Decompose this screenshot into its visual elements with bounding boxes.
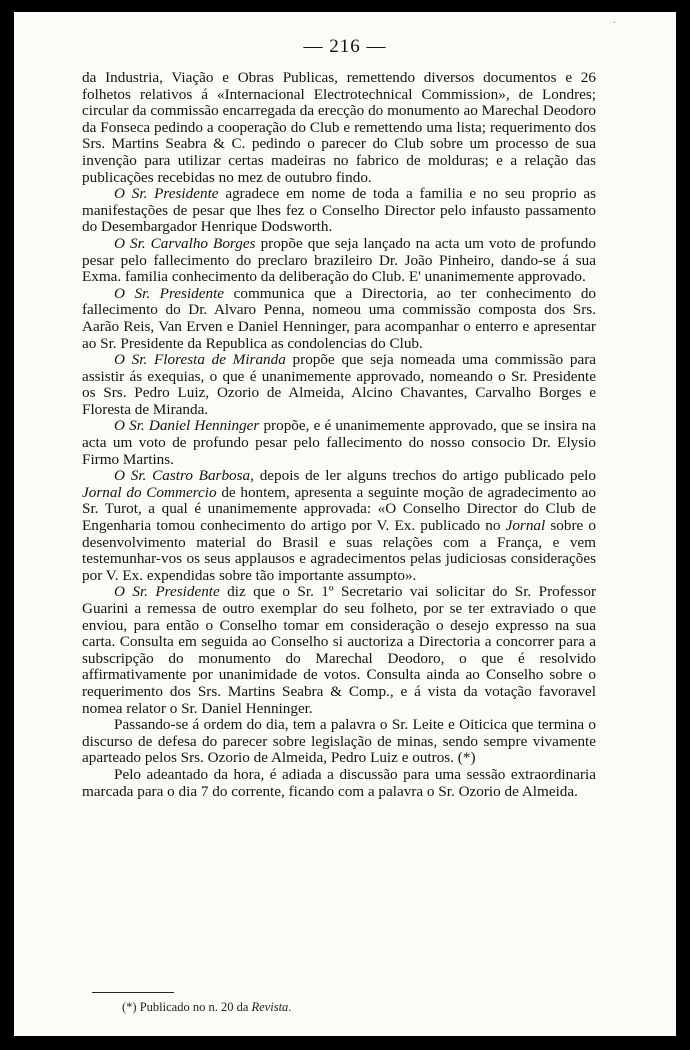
speaker-name: O Sr. Presidente bbox=[114, 284, 225, 302]
paragraph-text: propõe que seja lançado na acta um voto de profundo pesar pelo fallecimento do preclaro brazileiro Dr. João Pinheiro, dando-se á sua Exma. familia conhecimento da deliberação do Club. E' unanimemente approvado. bbox=[82, 234, 596, 286]
speaker-name: O Sr. Carvalho Borges bbox=[114, 234, 256, 252]
paragraph-text: depois de ler alguns trechos do artigo publicado pelo bbox=[253, 467, 596, 485]
paragraph-text: da Industria, Viação e Obras Publicas, remettendo diversos documentos e 26 folhetos relativos á «Internacional Electrotechnical Commission», de Londres; circular da commissão encarregada da erecção do monumento ao Marechal Deodoro da Fonseca pedindo a cooperação do Club e remettendo uma lista; requerimento dos Srs. Martins Seabra & C. pedindo o parecer do Club sobre um processo de sua invenção para utilizar certas madeiras no fabrico de molduras; e a relação das publicações recebidas no mez de outubro findo. bbox=[82, 69, 596, 186]
footnote-prefix: (*) Publicado no n. 20 da bbox=[122, 1000, 252, 1014]
footnote-suffix: . bbox=[288, 1000, 292, 1014]
speaker-name: Jornal do Commercio bbox=[82, 483, 217, 501]
paragraph bbox=[82, 767, 596, 800]
footnote-journal: Revista bbox=[251, 1000, 289, 1014]
document-page bbox=[14, 12, 676, 1036]
body-text bbox=[82, 70, 596, 800]
paragraph-text: Pelo adeantado da hora, é adiada a discussão para uma sessão extraordinaria marcada para o dia 7 do corrente, ficando com a palavra o Sr. Ozorio de Almeida. bbox=[82, 765, 596, 800]
paragraph bbox=[82, 186, 596, 236]
footnote bbox=[122, 1000, 291, 1015]
paragraph-text: sobre o desenvolvimento material do Brasil e suas relações com a França, e vem testemunhar-vos os seus applausos e agradecimentos pelas judiciosas considerações por V. Ex. expendidas sobre tão importante assumpto». bbox=[82, 517, 596, 584]
speaker-name: O Sr. Castro Barbosa, bbox=[114, 467, 254, 485]
paragraph-text: propõe, e é unanimemente approvado, que se insira na acta um voto de profundo pesar pelo fallecimento do nosso consocio Dr. Elysio Firmo Martins. bbox=[82, 417, 597, 468]
scan-speck: · bbox=[612, 18, 616, 29]
paragraph bbox=[82, 717, 596, 767]
paragraph bbox=[82, 352, 596, 418]
speaker-name: O Sr. Floresta de Miranda bbox=[114, 351, 286, 369]
paragraph-text: diz que o Sr. 1º Secretario vai solicitar do Sr. Professor Guarini a remessa de outro exemplar do seu folheto, por se ter extraviado o que enviou, para então o Conselho tomar em consideração o desejo expresso na sua carta. Consulta em seguida ao Conselho si auctoriza a Directoria a concorrer para a subscripção do monumento do Marechal Deodoro, o que é resolvido affirmativamente por unanimidade de votos. Consulta ainda ao Conselho sobre o requerimento dos Srs. Martins Seabra & Comp., e á vista da votação favoravel nomea relator o Sr. Daniel Henninger. bbox=[82, 583, 596, 717]
paragraph-text: de hontem, apresenta a seguinte moção de agradecimento ao Sr. Turot, a qual é unanimemente approvada: «O Conselho Director do Club de Engenharia tomou conhecimento do artigo por V. Ex. publicado no bbox=[82, 483, 596, 535]
speaker-name: O Sr. Presidente bbox=[114, 583, 220, 601]
paragraph bbox=[82, 70, 596, 186]
page-number: — 216 — bbox=[303, 36, 387, 57]
paragraph-text: propõe que seja nomeada uma commissão para assistir ás exequias, o que é unanimemente approvado, nomeando o Sr. Presidente os Srs. Pedro Luiz, Ozorio de Almeida, Alcino Chavantes, Carvalho Borges e Floresta de Miranda. bbox=[82, 351, 596, 418]
footnote-rule bbox=[92, 992, 174, 993]
paragraph-text: Passando-se á ordem do dia, tem a palavra o Sr. Leite e Oiticica que termina o discurso de defesa do parecer sobre legislação de minas, sendo sempre vivamente aparteado pelos Srs. Ozorio de Almeida, Pedro Luiz e outros. (*) bbox=[82, 716, 596, 767]
paragraph bbox=[82, 236, 596, 286]
paragraph bbox=[82, 286, 596, 352]
paragraph bbox=[82, 418, 596, 468]
paragraph bbox=[82, 584, 596, 717]
paragraph-text: communica que a Directoria, ao ter conhecimento do fallecimento do Dr. Alvaro Penna, nomeou uma commissão composta dos Srs. Aarão Reis, Van Erven e Daniel Henninger, para acompanhar o enterro e apresentar ao Sr. Presidente da Republica as condolencias do Club. bbox=[82, 284, 597, 352]
paragraph-text: agradece em nome de toda a familia e no seu proprio as manifestações de pesar que lhes fez o Conselho Director pelo infausto passamento do Desembargador Henrique Dodsworth. bbox=[82, 185, 597, 236]
speaker-name: O Sr. Presidente bbox=[114, 185, 219, 203]
speaker-name: O Sr. Daniel Henninger bbox=[114, 417, 260, 435]
speaker-name: Jornal bbox=[505, 517, 546, 535]
paragraph bbox=[82, 468, 596, 584]
